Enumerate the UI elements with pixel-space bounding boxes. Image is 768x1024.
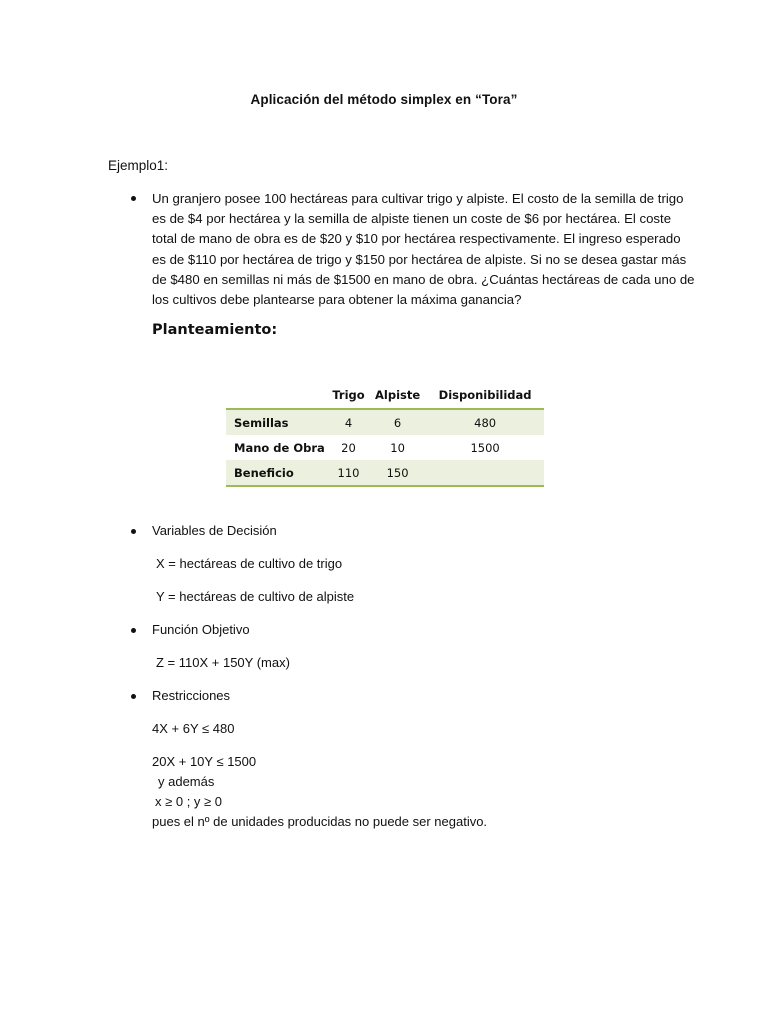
table-row (226, 460, 544, 486)
table-cell: 20 (341, 440, 356, 455)
table-row-label: Semillas (226, 409, 328, 435)
problem-line: es de $110 por hectárea de trigo y $150 por hectárea de alpiste. Si no se desea gastar más (152, 251, 687, 267)
data-table (226, 382, 544, 487)
table-cell: 4 (328, 409, 369, 435)
table-header-cell: Disponibilidad (438, 388, 532, 402)
problem-statement (152, 189, 695, 310)
table-cell: 150 (369, 460, 426, 486)
problem-line: de $480 en semillas ni más de $1500 en mano de obra. ¿Cuántas hectáreas de cada uno de (152, 271, 695, 287)
constraint-seeds: 4X + 6Y ≤ 480 (152, 721, 235, 736)
document-title: Aplicación del método simplex en “Tora” (250, 92, 518, 107)
table-row-label: Mano de Obra (234, 440, 325, 455)
non-negativity-note: pues el nº de unidades producidas no puede ser negativo. (152, 814, 488, 829)
and-text: y además (158, 774, 215, 789)
table-header-row (226, 382, 544, 409)
bullet-icon (131, 529, 136, 534)
objective-function: Z = 110X + 150Y (max) (156, 655, 290, 670)
constraints-label: Restricciones (152, 688, 231, 703)
non-negativity: x ≥ 0 ; y ≥ 0 (155, 794, 223, 809)
bullet-icon (131, 196, 136, 201)
table-cell: 6 (369, 409, 426, 435)
table-header-cell (226, 382, 328, 409)
table-cell: 1500 (470, 440, 500, 455)
objective-label: Función Objetivo (152, 622, 250, 637)
planteamiento-heading: Planteamiento: (152, 322, 278, 338)
bullet-icon (131, 694, 136, 699)
table-row (226, 409, 544, 435)
variable-y: Y = hectáreas de cultivo de alpiste (156, 589, 355, 604)
constraint-labor: 20X + 10Y ≤ 1500 (152, 754, 257, 769)
table-cell: 110 (328, 460, 369, 486)
table-row-label: Beneficio (226, 460, 328, 486)
example-heading: Ejemplo1: (108, 158, 169, 173)
table-header-cell: Trigo (332, 388, 365, 402)
problem-line: Un granjero posee 100 hectáreas para cultivar trigo y alpiste. El costo de la semilla de trigo (152, 191, 684, 206)
bullet-icon (131, 628, 136, 633)
variable-x: X = hectáreas de cultivo de trigo (156, 556, 343, 571)
table-header-cell: Alpiste (375, 388, 421, 402)
table-cell (426, 460, 544, 486)
table-row (226, 435, 544, 460)
problem-line: total de mano de obra es de $20 y $10 por hectárea respectivamente. El ingreso esperado (152, 231, 681, 247)
table-cell: 10 (390, 440, 405, 455)
problem-line: es de $4 por hectárea y la semilla de alpiste tienen un coste de $6 por hectárea. El coste (152, 211, 672, 227)
variables-label: Variables de Decisión (152, 523, 277, 538)
problem-line: los cultivos debe plantearse para obtener la máxima ganancia? (152, 292, 522, 308)
table-cell: 480 (426, 409, 544, 435)
